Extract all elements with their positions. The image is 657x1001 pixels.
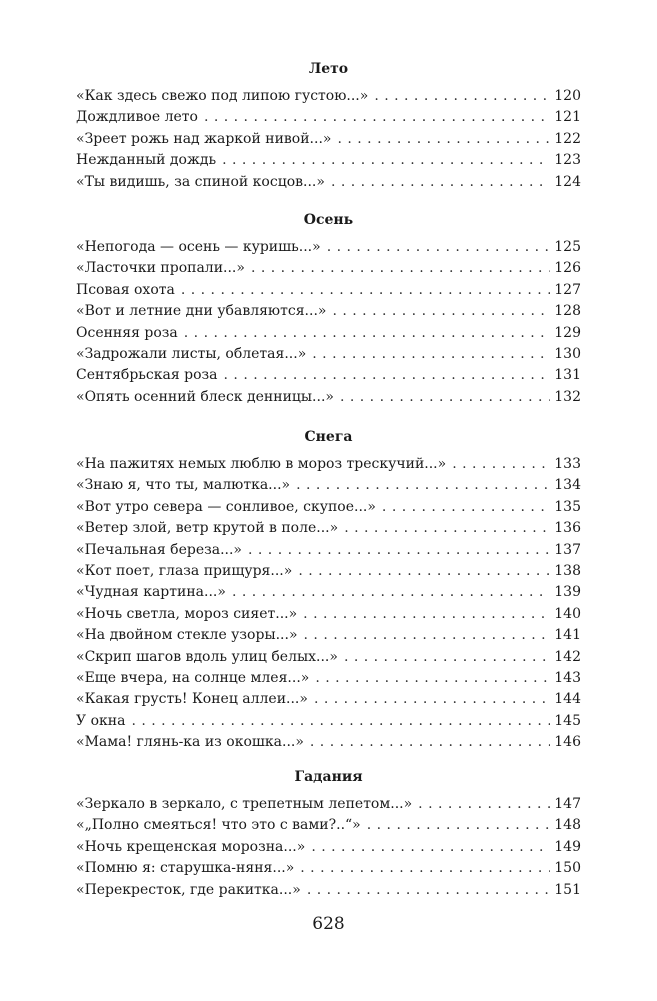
- dot-leader: [314, 689, 550, 709]
- toc-entry: [76, 301, 581, 321]
- toc-entry: [76, 365, 581, 385]
- toc-entry: [76, 837, 581, 857]
- entry-title: «Ласточки пропали...»: [76, 260, 245, 277]
- toc-entry: [76, 689, 581, 709]
- entry-page-number: 132: [554, 388, 581, 405]
- entry-title: «Чудная картина...»: [76, 584, 226, 601]
- dot-leader: [303, 604, 550, 624]
- entry-title: «Еще вчера, на солнце млея...»: [76, 670, 310, 686]
- entry-title: «Зеркало в зеркало, с трепетным лепетом...»: [76, 796, 413, 812]
- entry-page-number: 135: [554, 498, 581, 515]
- toc-entry: [76, 344, 581, 364]
- entry-title: «На пажитях немых люблю в мороз трескучий...»: [76, 456, 447, 472]
- entry-title: «Вот и летние дни убавляются...»: [76, 303, 327, 320]
- toc-entry: [76, 794, 581, 814]
- section-title: Осень: [303, 212, 354, 228]
- toc-entry: [76, 172, 581, 192]
- entry-title: Осенняя роза: [76, 324, 178, 341]
- toc-entry: [76, 454, 581, 474]
- entry-title: «Перекресток, где ракитка...»: [76, 881, 301, 898]
- dot-leader: [312, 344, 550, 364]
- entry-page-number: 150: [554, 860, 581, 877]
- toc-entry: [76, 880, 581, 900]
- entry-title: Нежданный дождь: [76, 152, 217, 169]
- toc-entry: [76, 858, 581, 878]
- entry-title: «Как здесь свежо под липою густою...»: [76, 88, 369, 104]
- entry-page-number: 121: [554, 109, 581, 126]
- entry-page-number: 127: [554, 281, 581, 298]
- toc-entry: [76, 387, 581, 407]
- entry-title: «Ночь крещенская морозна...»: [76, 838, 306, 855]
- toc-entry: [76, 497, 581, 517]
- entry-title: «Мама! глянь-ка из окошка...»: [76, 734, 304, 751]
- entry-title: «Непогода — осень — куришь...»: [76, 239, 321, 255]
- entry-title: «Ночь светла, мороз сияет...»: [76, 605, 298, 622]
- entry-title: «Кот поет, глаза прищуря...»: [76, 563, 293, 579]
- dot-leader: [327, 237, 551, 257]
- entry-page-number: 125: [554, 239, 581, 255]
- toc-entry: [76, 582, 581, 602]
- entry-title: «„Полно смеяться! что это с вами?..“»: [76, 817, 361, 834]
- dot-leader: [304, 625, 551, 645]
- entry-title: «Задрожали листы, облетая...»: [76, 346, 307, 362]
- dot-leader: [300, 858, 550, 878]
- entry-title: «Опять осенний блеск денницы...»: [76, 388, 334, 405]
- entry-page-number: 149: [554, 838, 581, 855]
- dot-leader: [382, 497, 550, 517]
- entry-page-number: 123: [554, 152, 581, 169]
- toc-entry: [76, 668, 581, 688]
- toc-entry: [76, 150, 581, 170]
- entry-title: «Какая грусть! Конец аллеи...»: [76, 691, 308, 708]
- toc-entry: [76, 625, 581, 645]
- entry-title: «Вот утро севера — сонливое, скупое...»: [76, 498, 376, 515]
- entry-title: «Зреет рожь над жаркой нивой...»: [76, 130, 332, 147]
- entry-page-number: 137: [554, 541, 581, 558]
- toc-entry: [76, 561, 581, 581]
- dot-leader: [344, 518, 550, 538]
- entry-page-number: 142: [554, 648, 581, 665]
- entry-page-number: 136: [554, 520, 581, 537]
- dot-leader: [367, 815, 551, 835]
- entry-page-number: 145: [554, 712, 581, 729]
- toc-entry: [76, 86, 581, 106]
- dot-leader: [332, 301, 550, 321]
- toc-entry: [76, 540, 581, 560]
- toc-entry: [76, 107, 581, 127]
- entry-page-number: 120: [554, 88, 581, 104]
- toc-entry: [76, 129, 581, 149]
- dot-leader: [232, 582, 550, 602]
- entry-page-number: 131: [554, 367, 581, 384]
- dot-leader: [296, 475, 550, 495]
- page-number: 628: [312, 914, 345, 934]
- dot-leader: [331, 172, 550, 192]
- dot-leader: [248, 540, 550, 560]
- entry-title: Сентябрьская роза: [76, 367, 218, 384]
- dot-leader: [251, 258, 550, 278]
- entry-title: «Ты видишь, за спиной косцов...»: [76, 173, 325, 190]
- toc-entry: [76, 280, 581, 300]
- entry-title: «Знаю я, что ты, малютка...»: [76, 477, 291, 494]
- dot-leader: [204, 107, 550, 127]
- dot-leader: [184, 323, 551, 343]
- dot-leader: [310, 732, 550, 752]
- entry-page-number: 143: [554, 670, 581, 686]
- dot-leader: [418, 794, 550, 814]
- dot-leader: [337, 129, 550, 149]
- dot-leader: [311, 837, 550, 857]
- toc-entry: [76, 647, 581, 667]
- entry-title: У окна: [76, 712, 126, 729]
- entry-page-number: 133: [554, 456, 581, 472]
- entry-title: «Скрип шагов вдоль улиц белых...»: [76, 648, 338, 665]
- dot-leader: [344, 647, 550, 667]
- entry-title: «Помню я: старушка-няня...»: [76, 860, 295, 877]
- dot-leader: [374, 86, 550, 106]
- entry-page-number: 148: [554, 817, 581, 834]
- dot-leader: [452, 454, 550, 474]
- dot-leader: [131, 711, 550, 731]
- dot-leader: [181, 280, 550, 300]
- entry-title: «На двойном стекле узоры...»: [76, 627, 298, 644]
- entry-page-number: 124: [554, 173, 581, 190]
- dot-leader: [307, 880, 550, 900]
- toc-page: [76, 0, 581, 1001]
- entry-title: Псовая охота: [76, 281, 175, 298]
- toc-entry: [76, 732, 581, 752]
- entry-page-number: 138: [554, 563, 581, 579]
- dot-leader: [340, 387, 550, 407]
- entry-title: Дождливое лето: [76, 109, 198, 126]
- toc-entry: [76, 518, 581, 538]
- section-title: Лето: [308, 61, 349, 77]
- entry-page-number: 146: [554, 734, 581, 751]
- entry-page-number: 129: [554, 324, 581, 341]
- entry-page-number: 126: [554, 260, 581, 277]
- dot-leader: [224, 365, 551, 385]
- entry-page-number: 139: [554, 584, 581, 601]
- entry-page-number: 151: [554, 881, 581, 898]
- entry-page-number: 130: [554, 346, 581, 362]
- entry-page-number: 144: [554, 691, 581, 708]
- toc-entry: [76, 258, 581, 278]
- toc-entry: [76, 237, 581, 257]
- entry-title: «Ветер злой, ветр крутой в поле...»: [76, 520, 339, 537]
- entry-page-number: 128: [554, 303, 581, 320]
- entry-page-number: 141: [554, 627, 581, 644]
- toc-entry: [76, 475, 581, 495]
- section-title: Гадания: [294, 769, 363, 785]
- entry-page-number: 140: [554, 605, 581, 622]
- toc-entry: [76, 815, 581, 835]
- entry-title: «Печальная береза...»: [76, 541, 242, 558]
- dot-leader: [222, 150, 550, 170]
- entry-page-number: 122: [554, 130, 581, 147]
- toc-entry: [76, 604, 581, 624]
- toc-entry: [76, 323, 581, 343]
- dot-leader: [315, 668, 550, 688]
- dot-leader: [298, 561, 550, 581]
- entry-page-number: 147: [554, 796, 581, 812]
- toc-entry: [76, 711, 581, 731]
- section-title: Снега: [304, 429, 353, 445]
- entry-page-number: 134: [554, 477, 581, 494]
